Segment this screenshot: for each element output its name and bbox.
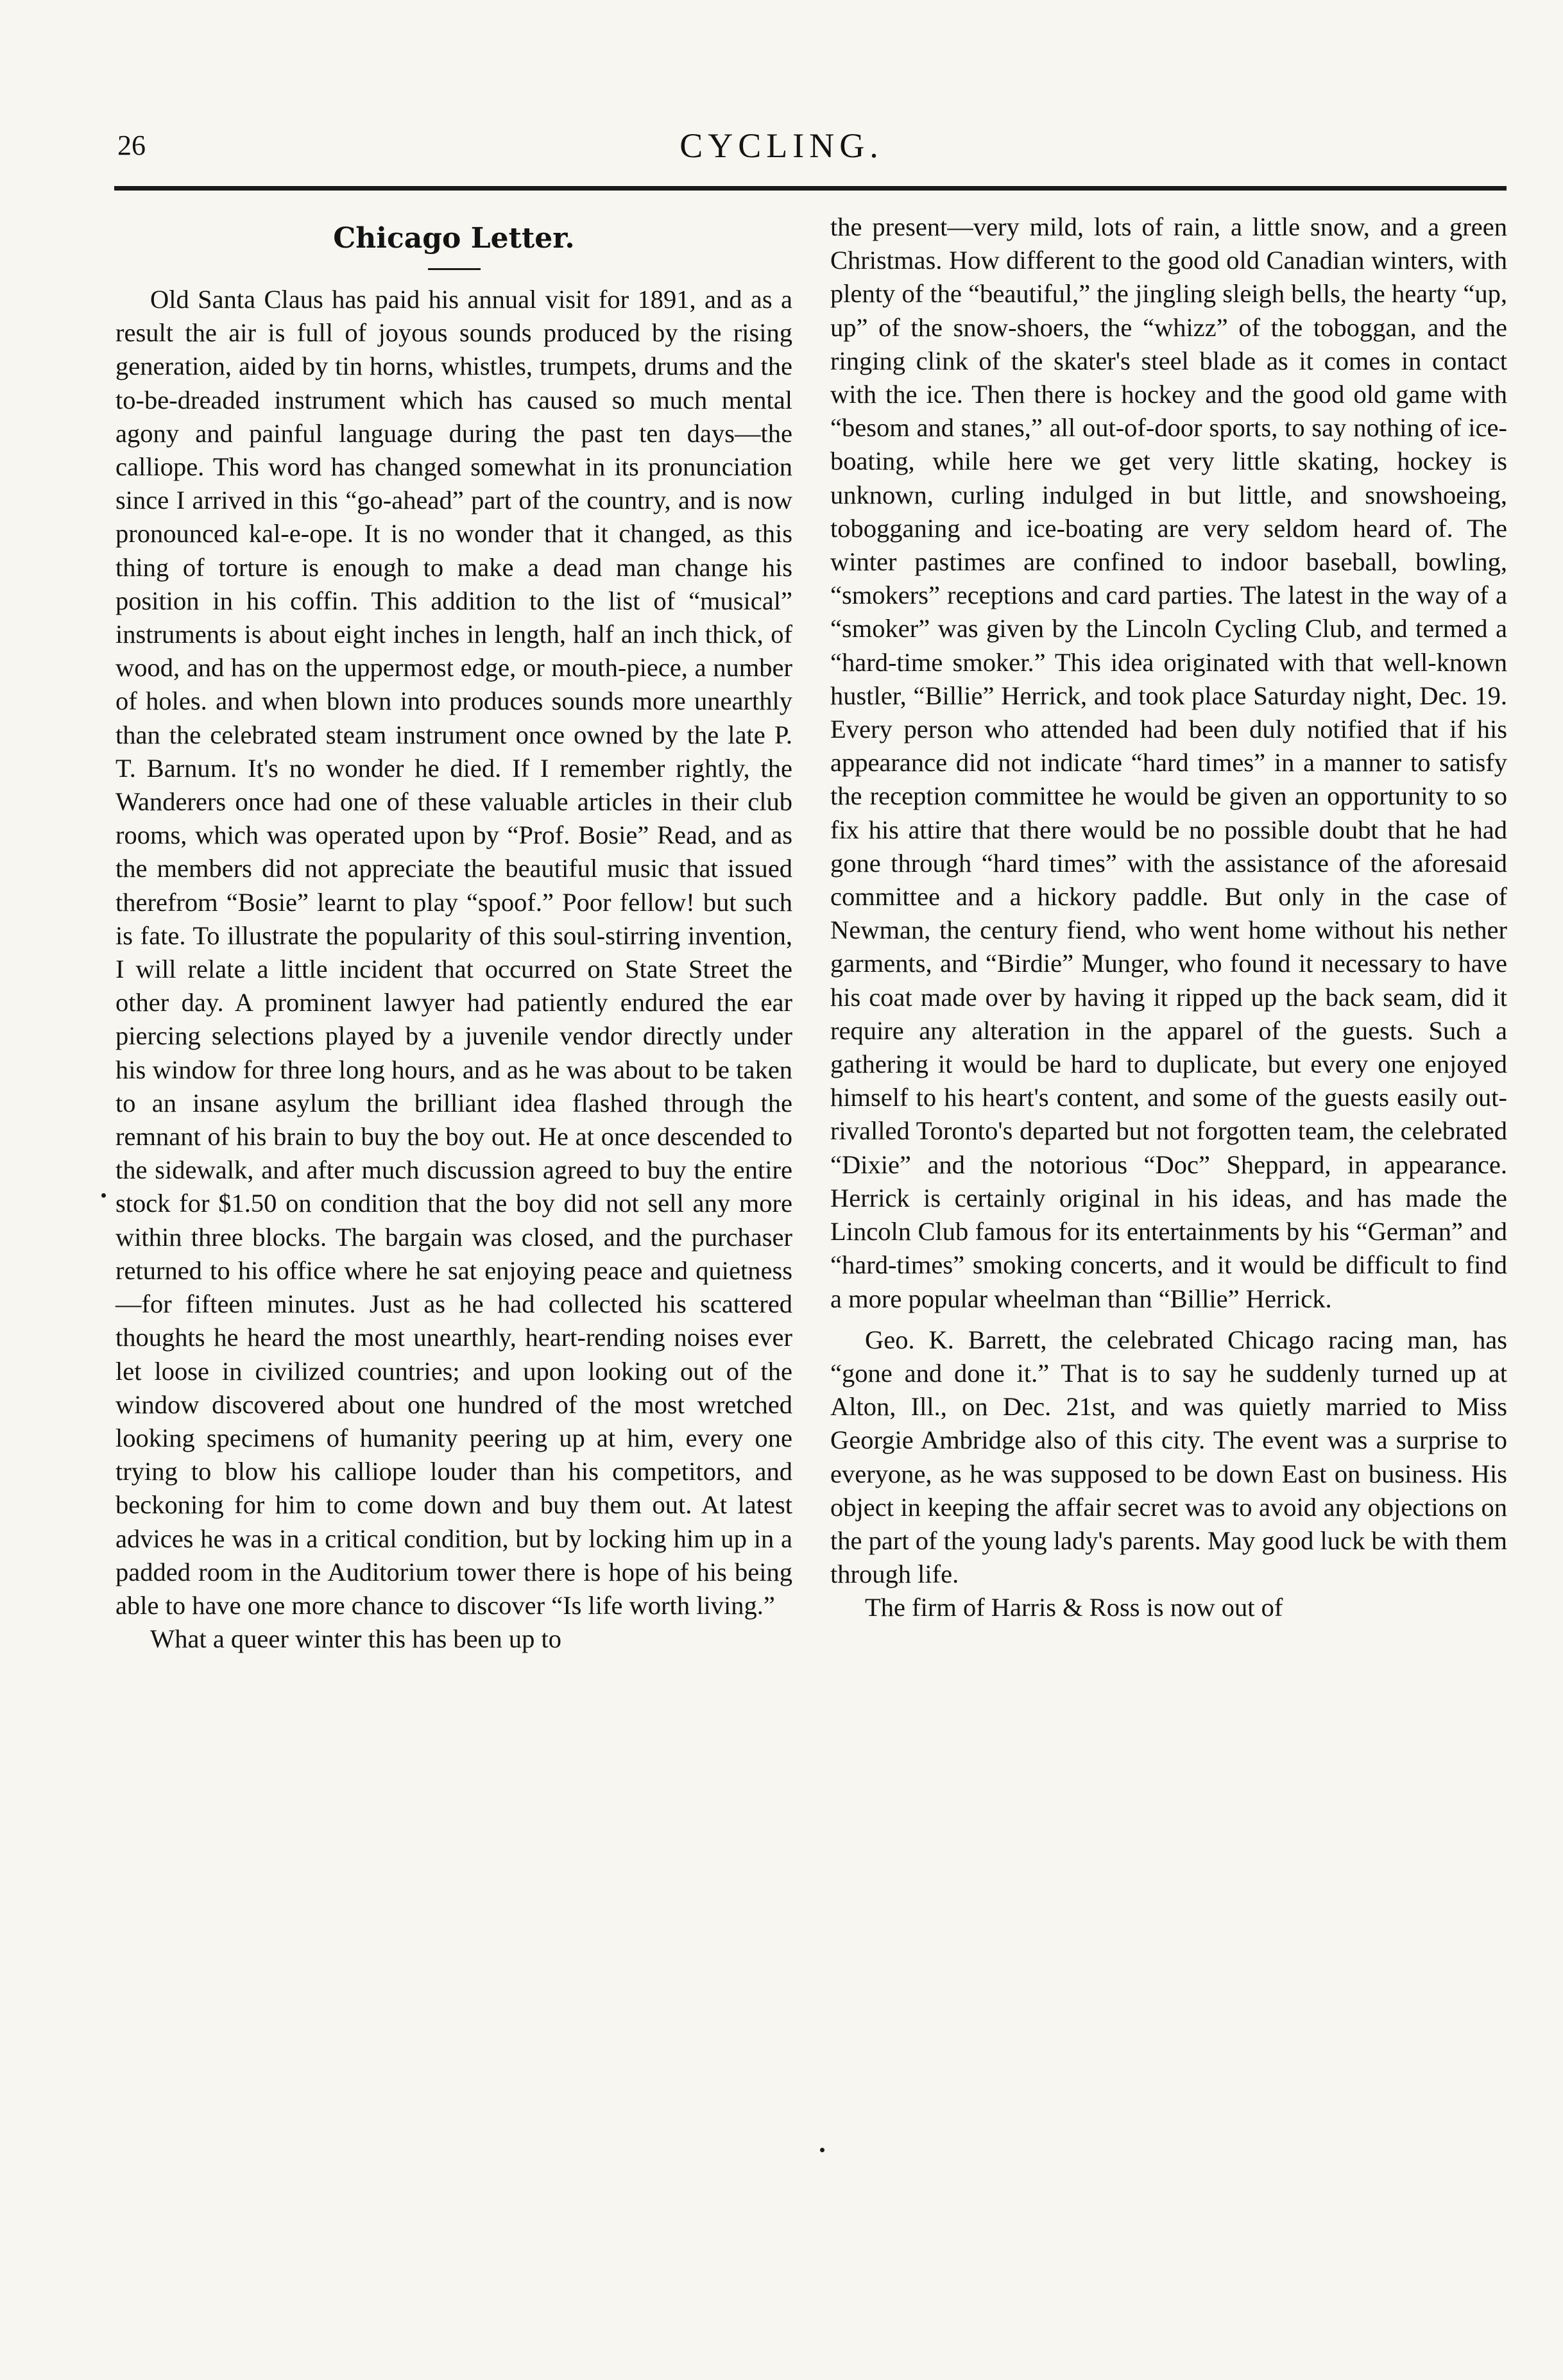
- title-rule: [428, 268, 481, 270]
- margin-dot: [820, 2148, 824, 2152]
- left-column: [115, 212, 792, 1656]
- page-number: 26: [117, 130, 146, 161]
- right-column: [830, 210, 1507, 1625]
- paragraph-winter-start: What a queer winter this has been up to: [150, 1624, 562, 1654]
- paragraph-barrett: Geo. K. Barrett, the celebrated Chicago racing man, has “gone and done it.” That is to say he suddenly turned up at Alton, Ill., on Dec. 21st, and was quietly married to Miss Georgie Ambridge also of this city. The event was a surprise to everyone, as he was supposed to be down East on business. His object in keeping the affair secret was to avoid any objections on the part of the young lady's parents. May good luck be with them through life.: [830, 1325, 1507, 1589]
- article-title: Chicago Letter.: [333, 222, 575, 255]
- paragraph-calliope: Old Santa Claus has paid his annual visit for 1891, and as a result the air is full of joyous sounds produced by the rising generation, aided by tin horns, whistles, trumpets, drums and the to-be-dreaded instrument which has caused so much mental agony and painful language during the past ten days—the calliope. This word has changed somewhat in its pronunciation since I arrived in this “go-ahead” part of the country, and is now pronounced kal-e-ope. It is no wonder that it changed, as this thing of torture is enough to make a dead man change his position in his coffin. This addition to the list of “musical” instruments is about eight inches in length, half an inch thick, of wood, and has on the uppermost edge, or mouth-piece, a number of holes. and when blown into produces sounds more unearthly than the celebrated steam instrument once owned by the late P. T. Barnum. It's no wonder he died. If I remember rightly, the Wanderers once had one of these valuable articles in their club rooms, which was operated upon by “Prof. Bosie” Read, and as the members did not appreciate the beautiful music that issued therefrom “Bosie” learnt to play “spoof.” Poor fellow! but such is fate. To illustrate the popularity of this soul-stirring invention, I will relate a little incident that occurred on State Street the other day. A prominent lawyer had patiently endured the ear piercing selections played by a juvenile vendor directly under his window for three long hours, and as he was about to be taken to an insane asylum the brilliant idea flashed through the remnant of his brain to buy the boy out. He at once descended to the sidewalk, and after much discussion agreed to buy the entire stock for $1.50 on condition that the boy did not sell any more within three blocks. The bargain was closed, and the purchaser returned to his office where he sat enjoying peace and quietness—for fifteen minutes. Just as he had collected his scattered thoughts he heard the most unearthly, heart-rending noises ever let loose in civilized countries; and upon looking out of the window discovered about one hundred of the most wretched looking specimens of humanity peering up at him, every one trying to blow his calliope louder than his competitors, and beckoning for him to come down and buy them out. At latest advices he was in a critical condition, but by locking him up in a padded room in the Auditorium tower there is hope of his being able to have one more chance to discover “Is life worth living.”: [115, 285, 792, 1620]
- paragraph-harris-ross: The firm of Harris & Ross is now out of: [865, 1593, 1283, 1622]
- paragraph-winter-continued: the present—very mild, lots of rain, a little snow, and a green Christmas. How different to the good old Canadian winters, with plenty of the “beautiful,” the jingling sleigh bells, the hearty “up, up” of the snow-shoers, the “whizz” of the toboggan, and the ringing clink of the skater's steel blade as it comes in contact with the ice. Then there is hockey and the good old game with “besom and stanes,” all out-of-door sports, to say nothing of ice-boating, while here we get very little skating, hockey is unknown, curling indulged in but little, and snowshoeing, tobogganing and ice-boating are very seldom heard of. The winter pastimes are confined to indoor baseball, bowling, “smokers” receptions and card parties. The latest in the way of a “smoker” was given by the Lincoln Cycling Club, and termed a “hard-time smoker.” This idea originated with that well-known hustler, “Billie” Herrick, and took place Saturday night, Dec. 19. Every person who attended had been duly notified that if his appearance did not indicate “hard times” in a manner to satisfy the reception committee he would be given an opportunity to so fix his attire that there would be no possible doubt that he had gone through “hard times” with the assistance of the aforesaid committee and a hickory paddle. But only in the case of Newman, the century fiend, who went home without his nether garments, and “Birdie” Munger, who found it necessary to have his coat made over by having it ripped up the back seam, did it require any alteration in the apparel of the guests. Such a gathering it would be hard to duplicate, but every one enjoyed himself to his heart's content, and some of the guests easily out-rivalled Toronto's departed but not forgotten team, the celebrated “Dixie” and the notorious “Doc” Sheppard, in appearance. Herrick is certainly original in his ideas, and has made the Lincoln Club famous for its entertainments by his “German” and “hard-times” smoking concerts, and it would be difficult to find a more popular wheelman than “Billie” Herrick.: [830, 212, 1507, 1313]
- running-title: CYCLING.: [679, 126, 884, 165]
- header-rule: [114, 186, 1507, 191]
- margin-dot: [101, 1193, 106, 1198]
